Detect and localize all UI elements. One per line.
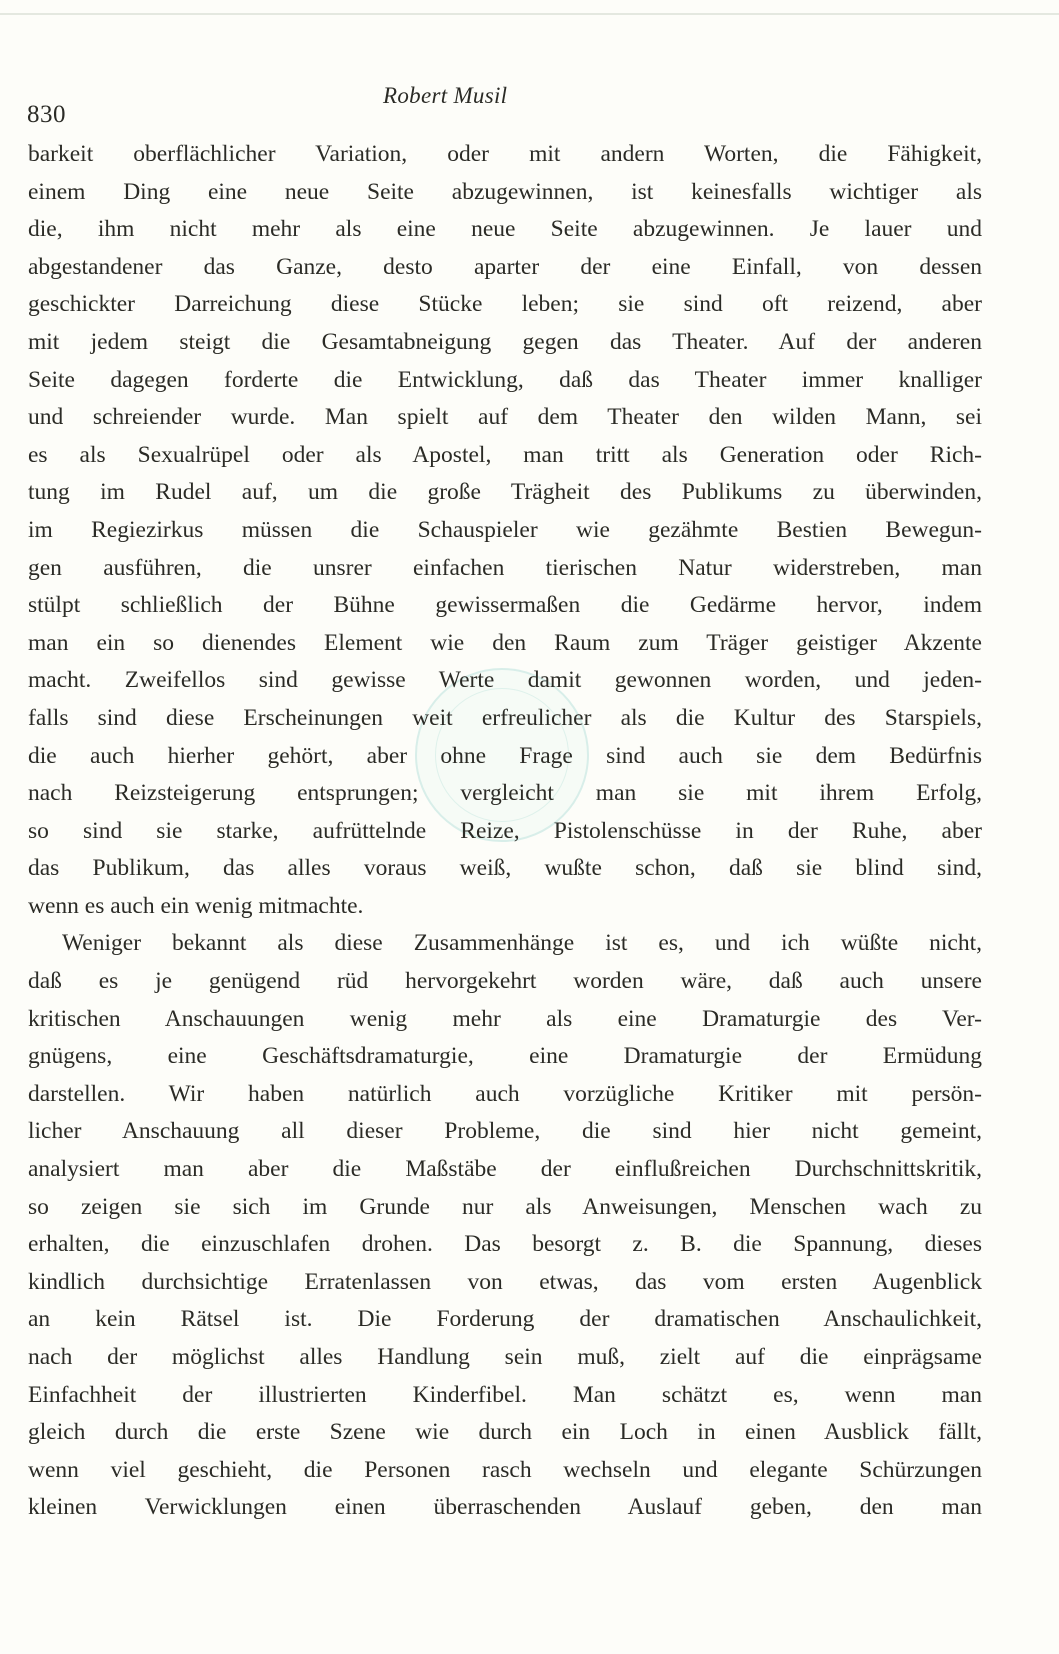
text-line: im Regiezirkus müssen die Schauspieler wie gezähmte Bestien Bewegun- [28, 516, 982, 543]
text-line: kleinen Verwicklungen einen überraschenden Auslauf geben, den man [28, 1494, 982, 1521]
text-line: stülpt schließlich der Bühne gewissermaßen die Gedärme hervor, indem [28, 592, 982, 619]
text-line: nach der möglichst alles Handlung sein muß, zielt auf die einprägsame [28, 1344, 982, 1370]
running-head: Robert Musil [383, 83, 508, 108]
text-line: die, ihm nicht mehr als eine neue Seite abzugewinnen. Je lauer und [28, 216, 982, 243]
text-line: es als Sexualrüpel oder als Apostel, man tritt als Generation oder Rich- [28, 441, 982, 468]
text-line: Einfachheit der illustrierten Kinderfibel. Man schätzt es, wenn man [28, 1381, 982, 1408]
text-line: einem Ding eine neue Seite abzugewinnen, ist keinesfalls wichtiger als [28, 178, 982, 205]
text-line: die auch hierher gehört, aber ohne Frage sind auch sie dem Bedürfnis [28, 742, 982, 769]
text-line: geschickter Darreichung diese Stücke leben; sie sind oft reizend, aber [28, 291, 982, 318]
text-line: daß es je genügend rüd hervorgekehrt worden wäre, daß auch unsere [28, 968, 982, 995]
text-line: wenn viel geschieht, die Personen rasch wechseln und elegante Schürzungen [28, 1456, 982, 1483]
text-line: darstellen. Wir haben natürlich auch vorzügliche Kritiker mit persön- [28, 1080, 982, 1107]
text-line: und schreiender wurde. Man spielt auf dem Theater den wilden Mann, sei [28, 404, 982, 431]
text-line: an kein Rätsel ist. Die Forderung der dramatischen Anschaulichkeit, [28, 1306, 982, 1333]
text-line: das Publikum, das alles voraus weiß, wußte schon, daß sie blind sind, [28, 855, 982, 882]
text-line: mit jedem steigt die Gesamtabneigung gegen das Theater. Auf der anderen [28, 328, 982, 355]
text-line: erhalten, die einzuschlafen drohen. Das besorgt z. B. die Spannung, dieses [28, 1231, 982, 1258]
text-line: man ein so dienendes Element wie den Raum zum Träger geistiger Akzente [28, 629, 982, 656]
text-line: tung im Rudel auf, um die große Trägheit des Publikums zu überwinden, [28, 479, 982, 506]
text-line: nach Reizsteigerung entsprungen; vergleicht man sie mit ihrem Erfolg, [28, 780, 982, 807]
text-line: so sind sie starke, aufrüttelnde Reize, Pistolenschüsse in der Ruhe, aber [28, 817, 982, 844]
paragraph-start-line: Weniger bekannt als diese Zusammenhänge ist es, und ich wüßte nicht, [62, 930, 982, 957]
body-text [28, 136, 982, 1527]
text-line: falls sind diese Erscheinungen weit erfreulicher als die Kultur des Starspiels, [28, 704, 982, 731]
text-line: so zeigen sie sich im Grunde nur als Anweisungen, Menschen wach zu [28, 1193, 982, 1220]
page-top-edge [0, 13, 1059, 15]
text-line: abgestandener das Ganze, desto aparter der eine Einfall, von dessen [28, 253, 982, 280]
text-line: analysiert man aber die Maßstäbe der einflußreichen Durchschnittskritik, [28, 1156, 982, 1183]
text-line: gnügens, eine Geschäftsdramaturgie, eine Dramaturgie der Ermüdung [28, 1043, 982, 1070]
text-line: barkeit oberflächlicher Variation, oder mit andern Worten, die Fähigkeit, [28, 141, 982, 167]
text-line: kindlich durchsichtige Erratenlassen von etwas, das vom ersten Augenblick [28, 1268, 982, 1295]
page-number: 830 [27, 101, 66, 128]
text-line: gleich durch die erste Szene wie durch ein Loch in einen Ausblick fällt, [28, 1419, 982, 1446]
text-line: macht. Zweifellos sind gewisse Werte damit gewonnen worden, und jeden- [28, 667, 982, 694]
text-line: kritischen Anschauungen wenig mehr als eine Dramaturgie des Ver- [28, 1005, 982, 1032]
text-line: Seite dagegen forderte die Entwicklung, daß das Theater immer knalliger [28, 366, 982, 393]
text-line: licher Anschauung all dieser Probleme, die sind hier nicht gemeint, [28, 1118, 982, 1145]
text-line: gen ausführen, die unsrer einfachen tierischen Natur widerstreben, man [28, 554, 982, 581]
paragraph-end-line: wenn es auch ein wenig mitmachte. [28, 892, 364, 919]
